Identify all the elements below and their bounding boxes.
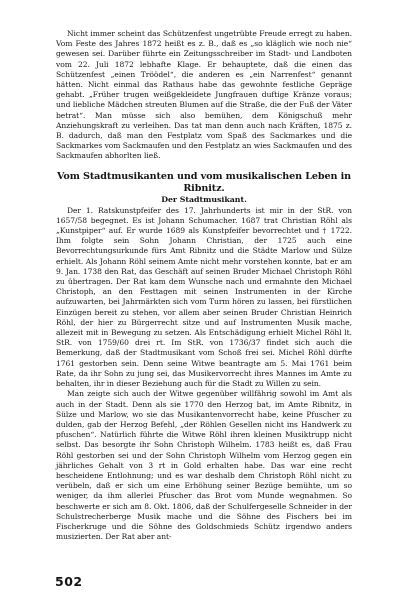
text-column bbox=[56, 29, 352, 542]
page-number: 502 bbox=[55, 574, 83, 589]
body-paragraph-2: Man zeigte sich auch der Witwe gegenüber willfährig sowohl im Amt als auch in der Stadt. Denn als sie 1770 den Herzog bat, im Amte Ribnitz, in Sülze und Marlow, wo sie das Musikantenvorrecht habe, keine Pfuscher zu dulden, gab der Herzog Befehl, „der Röhlen Gesellen nicht ins Handwerk zu pfuschen“. Natürlich führte die Witwe Röhl ihren kleinen Musiktrupp nicht selbst. Das besorgte ihr Sohn Christoph Wilhelm. 1783 heißt es, daß Frau Röhl gestorben sei und der Sohn Christoph Wilhelm vom Herzog gegen ein jährliches Gehalt von 3 rt in Gold erhalten habe. Das war eine recht bescheidene Entlohnung; und es war deshalb dem Christoph Röhl nicht zu verübeln, daß er sich um eine Erhöhung seiner Bezüge bemühte, um so weniger, da ihm allerlei Pfuscher das Brot vom Munde wegnahmen. So beschwerte er sich am 8. Okt. 1806, daß der Schulfergeselle Schneider in der Schulstrecherberge Musik mache und die Söhne des Fischers bei im Fischerkruge und die Söhne des Goldschmieds Schütz irgendwo anders musizierten. Der Rat aber ant- bbox=[56, 389, 352, 542]
intro-paragraph: Nicht immer scheint das Schützenfest ungetrübte Freude erregt zu haben. Vom Feste des Jahres 1872 heißt es z. B., daß es „so kläglich wie noch nie“ gewesen sei. Darüber führte ein Zeitungsschreiber im Stadt- und Landboten vom 22. Juli 1872 lebhafte Klage. Er behauptete, daß die einen das Schützenfest „einen Tröödel“, die anderen es „ein Narrenfest“ genannt hätten. Nicht einmal das Rathaus habe das gewohnte festliche Gepräge gehabt. „Früher trugen weißgekleidete Jungfrauen duftige Kränze voraus; und liebliche Mädchen streuten Blumen auf die Straße, die der Fuß der Väter betrat“. Man müsse sich also bemühen, dem Königschuß mehr Anziehungskraft zu verleihen. Das tat man denn auch nach Kräften, 1875 z. B. dadurch, daß man den Festplatz vom Spaß des Sackmarkes und die Sackmarkes vom Sackmaufen und den Festplatz an wies Sackmaufen und des Sackmaufen abhorlten ließ. bbox=[56, 29, 352, 161]
body-paragraph-1: Der 1. Ratskunstpfeifer des 17. Jahrhunderts ist mir in der StR. von 1657/58 begegnet. Es ist Johann Schumacher. 1687 trat Christian Röhl als „Kunstpiper“ auf. Er wurde 1689 als Kunstpfeifer bevorrechtet und † 1722. Ihm folgte sein Sohn Johann Christian, der 1725 auch eine Bevorrechtungsurkunde fürs Amt Ribnitz und die Städte Marlow und Sülze erhielt. Als Johann Röhl seinem Amte nicht mehr vorstehen konnte, bat er am 9. Jan. 1738 den Rat, das Geschäft auf seinen Bruder Michael Christoph Röhl zu übertragen. Der Rat kam dem Wunsche nach und ermahnte den Michael Christoph, an den Festtagen mit seinen Instrumenten in der Kirche aufzuwarten, bei Jahrmärkten sich vom Turm hören zu lassen, bei fürstlichen Einzügen bereit zu stehen, vor allem aber seinen Bruder Christian Heinrich Röhl, der hier zu Bürgerrecht sitze und auf Instrumenten Musik mache, allezeit mit in Bewegung zu setzen. Als Entschädigung erhielt Michel Röhl lt. StR. von 1759/60 drei rt. Im StR. von 1736/37 findet sich auch die Bemerkung, daß der Stadtmusikant vom Schoß frei sei. Michel Röhl dürfte 1761 gestorben sein. Denn seine Witwe beantragte am 5. Mai 1761 beim Rate, da ihr Sohn zu jung sei, das Musikervorrecht ihres Mannes im Amte zu behalten, ihr in dieser Beziehung auch für die Stadt zu Willen zu sein. bbox=[56, 205, 352, 389]
section-heading: Vom Stadtmusikanten und vom musikalischen Leben in Ribnitz. bbox=[56, 170, 352, 194]
section-subheading: Der Stadtmusikant. bbox=[161, 194, 247, 204]
